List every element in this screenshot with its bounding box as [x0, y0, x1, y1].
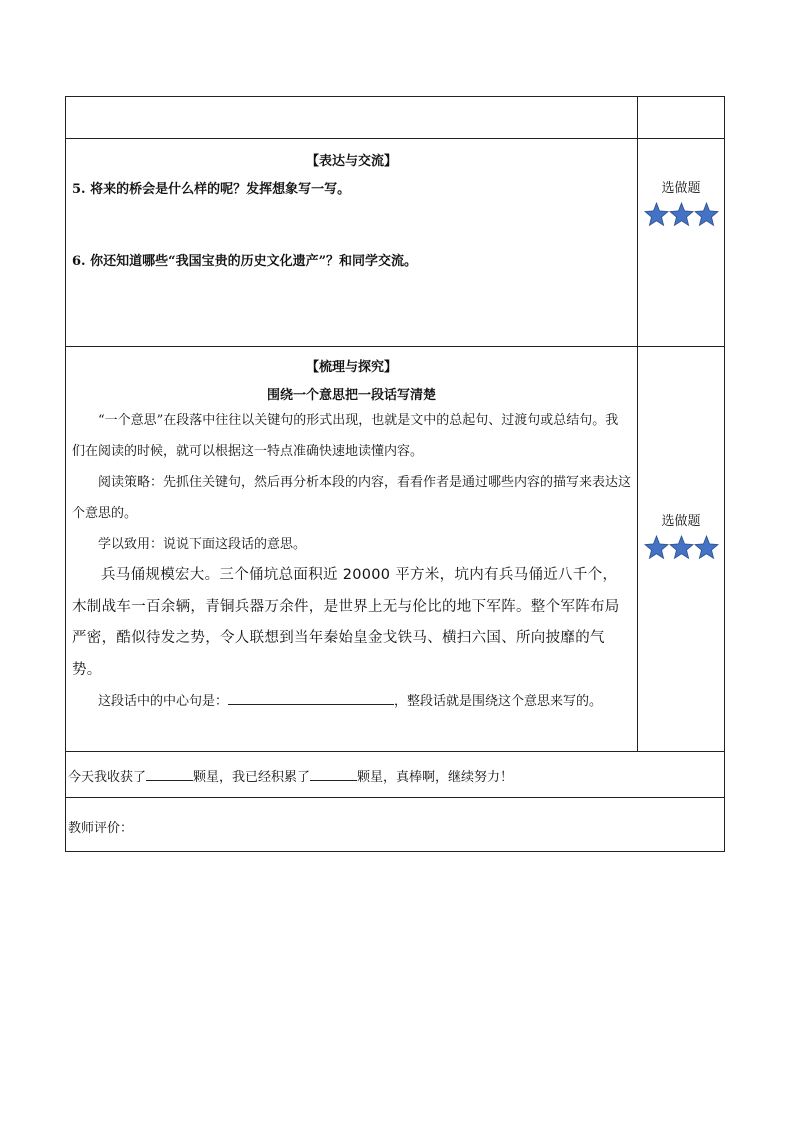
teacher-comment-row — [66, 798, 725, 852]
prompt-after: ，整段话就是围绕这个意思来写的。 — [394, 694, 603, 709]
express-content — [66, 139, 638, 347]
question-5: 5. 将来的桥会是什么样的呢？发挥想象写一写。 — [72, 182, 351, 197]
tally-part-1: 今天我收获了 — [68, 770, 147, 785]
explore-content — [66, 347, 638, 752]
teacher-comment-label: 教师评价： — [68, 821, 134, 836]
teacher-comment-cell[interactable] — [66, 798, 725, 852]
express-side — [638, 139, 725, 347]
star-icon — [669, 535, 694, 560]
star-rating — [638, 202, 724, 227]
star-rating — [638, 535, 724, 560]
star-icon — [669, 202, 694, 227]
explore-paragraph-2: 阅读策略：先抓住关键句，然后再分析本段的内容，看看作者是通过哪些内容的描写来表达这个意思的。 — [72, 475, 632, 521]
explore-section — [66, 347, 725, 752]
stars-earned-blank[interactable] — [146, 766, 193, 781]
star-icon — [694, 202, 719, 227]
explore-side — [638, 347, 725, 752]
optional-label: 选做题 — [661, 514, 701, 529]
star-icon — [644, 202, 669, 227]
reading-passage: 兵马俑规模宏大。三个俑坑总面积近 20000 平方米，坑内有兵马俑近八千个，木制战车一百余辆，青铜兵器万余件，是世界上无与伦比的地下军阵。整个军阵布局严密，酷似待发之势，令人联想到当年秦始皇金戈铁马、横扫六国、所向披靡的气势。 — [72, 567, 620, 678]
worksheet — [65, 96, 724, 852]
explore-heading: 【梳理与探究】 — [305, 360, 397, 375]
stars-total-blank[interactable] — [310, 766, 357, 781]
empty-side-cell — [638, 97, 725, 139]
explore-paragraph-3: 学以致用：说说下面这段话的意思。 — [98, 537, 307, 552]
star-tally-cell — [66, 752, 725, 798]
tally-part-3: 颗星，真棒啊，继续努力！ — [357, 770, 514, 785]
central-sentence-blank[interactable] — [228, 690, 394, 705]
express-section — [66, 139, 725, 347]
explore-subtitle: 围绕一个意思把一段话写清楚 — [266, 388, 436, 403]
prompt-before: 这段话中的中心句是： — [98, 694, 229, 709]
explore-paragraph-1: “一个意思”在段落中往往以关键句的形式出现，也就是文中的总起句、过渡句或总结句。我们在阅读的时候，就可以根据这一特点准确快速地读懂内容。 — [72, 413, 619, 459]
star-icon — [694, 535, 719, 560]
express-heading: 【表达与交流】 — [305, 154, 397, 169]
empty-cell — [66, 97, 638, 139]
star-tally-row — [66, 752, 725, 798]
empty-row — [66, 97, 725, 139]
worksheet-table — [65, 96, 725, 852]
optional-label: 选做题 — [661, 181, 701, 196]
star-icon — [644, 535, 669, 560]
central-sentence-prompt — [72, 686, 631, 717]
tally-part-2: 颗星，我已经积累了 — [193, 770, 311, 785]
question-6: 6. 你还知道哪些“我国宝贵的历史文化遗产”？和同学交流。 — [72, 254, 418, 269]
